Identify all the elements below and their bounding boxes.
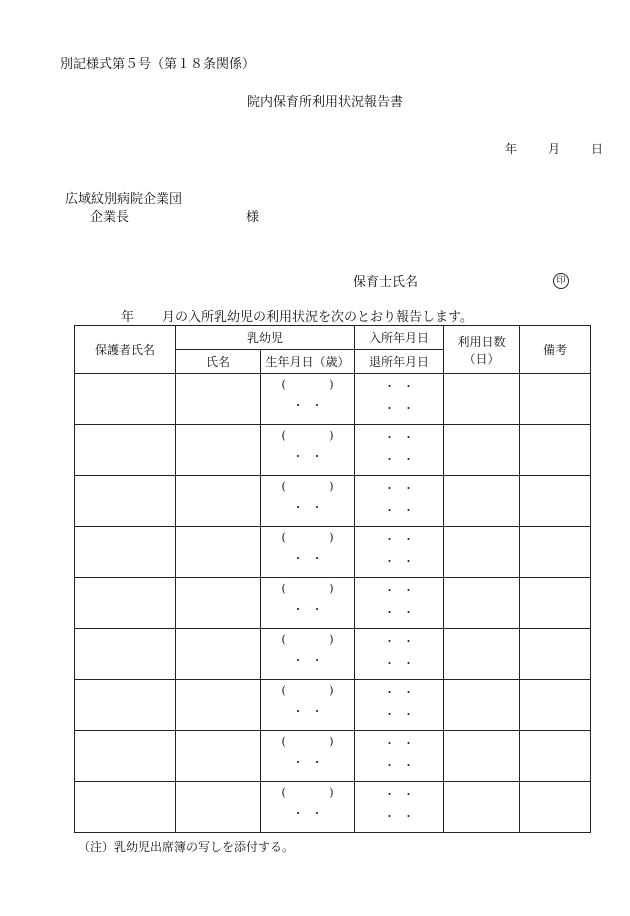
cell-admit-leave-date[interactable] xyxy=(355,629,444,680)
date-dot: ・ xyxy=(403,453,415,466)
table-row xyxy=(75,731,591,782)
date-dot: ・ xyxy=(403,584,415,597)
date-dot: ・ xyxy=(311,399,323,412)
cell-usage-days[interactable] xyxy=(444,476,520,527)
date-dot: ・ xyxy=(311,756,323,769)
date-dot: ・ xyxy=(384,402,396,415)
date-dot: ・ xyxy=(403,810,415,823)
paren-open: ( xyxy=(281,480,286,493)
cell-usage-days[interactable] xyxy=(444,629,520,680)
date-dot: ・ xyxy=(403,482,415,495)
addressee-title: 企業長 xyxy=(90,210,130,225)
paren-close: ) xyxy=(329,786,334,799)
date-dot: ・ xyxy=(384,380,396,393)
cell-remarks[interactable] xyxy=(520,629,591,680)
table-row xyxy=(75,476,591,527)
intro-text: 月の入所乳幼児の利用状況を次のとおり報告します。 xyxy=(162,310,473,325)
date-dot: ・ xyxy=(403,402,415,415)
date-dot: ・ xyxy=(384,533,396,546)
cell-usage-days[interactable] xyxy=(444,425,520,476)
cell-infant-name[interactable] xyxy=(176,374,261,425)
cell-usage-days[interactable] xyxy=(444,680,520,731)
date-dot: ・ xyxy=(403,555,415,568)
date-dot: ・ xyxy=(384,606,396,619)
date-dot: ・ xyxy=(292,756,304,769)
paren-open: ( xyxy=(281,633,286,646)
cell-birth-date[interactable] xyxy=(261,680,355,731)
date-dot: ・ xyxy=(292,705,304,718)
header-admission-date: 入所年月日 xyxy=(355,326,444,350)
cell-guardian-name[interactable] xyxy=(75,578,176,629)
table-row xyxy=(75,374,591,425)
date-dot: ・ xyxy=(384,482,396,495)
table-row xyxy=(75,782,591,833)
paren-close: ) xyxy=(329,378,334,391)
addressee-organization: 広域紋別病院企業団 xyxy=(65,192,183,207)
date-dot: ・ xyxy=(384,635,396,648)
cell-infant-name[interactable] xyxy=(176,680,261,731)
cell-remarks[interactable] xyxy=(520,374,591,425)
cell-guardian-name[interactable] xyxy=(75,680,176,731)
date-dot: ・ xyxy=(311,654,323,667)
cell-birth-date[interactable] xyxy=(261,578,355,629)
header-infant: 乳幼児 xyxy=(176,326,355,350)
cell-admit-leave-date[interactable] xyxy=(355,374,444,425)
cell-admit-leave-date[interactable] xyxy=(355,425,444,476)
table-row xyxy=(75,527,591,578)
cell-infant-name[interactable] xyxy=(176,629,261,680)
cell-guardian-name[interactable] xyxy=(75,374,176,425)
header-usage-days-line2: （日） xyxy=(463,351,500,366)
paren-close: ) xyxy=(329,633,334,646)
cell-guardian-name[interactable] xyxy=(75,782,176,833)
date-day-label: 日 xyxy=(591,142,604,156)
date-dot: ・ xyxy=(384,584,396,597)
date-dot: ・ xyxy=(292,603,304,616)
paren-close: ) xyxy=(329,735,334,748)
usage-report-table xyxy=(74,325,591,833)
paren-open: ( xyxy=(281,735,286,748)
date-dot: ・ xyxy=(403,737,415,750)
date-dot: ・ xyxy=(403,504,415,517)
paren-close: ) xyxy=(329,531,334,544)
intro-year: 年 xyxy=(121,310,135,325)
cell-remarks[interactable] xyxy=(520,476,591,527)
cell-usage-days[interactable] xyxy=(444,731,520,782)
cell-birth-date[interactable] xyxy=(261,425,355,476)
date-dot: ・ xyxy=(292,399,304,412)
date-dot: ・ xyxy=(403,759,415,772)
cell-infant-name[interactable] xyxy=(176,578,261,629)
cell-guardian-name[interactable] xyxy=(75,731,176,782)
cell-admit-leave-date[interactable] xyxy=(355,476,444,527)
date-dot: ・ xyxy=(311,450,323,463)
date-dot: ・ xyxy=(292,654,304,667)
document-title: 院内保育所利用状況報告書 xyxy=(247,95,404,110)
date-dot: ・ xyxy=(403,431,415,444)
date-dot: ・ xyxy=(384,686,396,699)
table-row xyxy=(75,578,591,629)
footnote: （注）乳幼児出席簿の写しを添付する。 xyxy=(78,840,295,854)
cell-infant-name[interactable] xyxy=(176,527,261,578)
table-row xyxy=(75,629,591,680)
paren-open: ( xyxy=(281,786,286,799)
date-dot: ・ xyxy=(292,450,304,463)
date-dot: ・ xyxy=(311,552,323,565)
date-dot: ・ xyxy=(384,759,396,772)
cell-infant-name[interactable] xyxy=(176,731,261,782)
paren-close: ) xyxy=(329,684,334,697)
header-guardian-name: 保護者氏名 xyxy=(75,326,176,374)
cell-birth-date[interactable] xyxy=(261,527,355,578)
date-dot: ・ xyxy=(403,635,415,648)
cell-birth-date[interactable] xyxy=(261,476,355,527)
cell-admit-leave-date[interactable] xyxy=(355,680,444,731)
date-dot: ・ xyxy=(292,501,304,514)
date-dot: ・ xyxy=(403,708,415,721)
cell-admit-leave-date[interactable] xyxy=(355,731,444,782)
cell-guardian-name[interactable] xyxy=(75,425,176,476)
cell-admit-leave-date[interactable] xyxy=(355,578,444,629)
cell-usage-days[interactable] xyxy=(444,782,520,833)
nursery-teacher-name-label: 保育士氏名 xyxy=(353,275,419,290)
date-dot: ・ xyxy=(384,737,396,750)
date-dot: ・ xyxy=(403,606,415,619)
header-usage-days-line1: 利用日数 xyxy=(457,334,506,349)
date-dot: ・ xyxy=(384,708,396,721)
addressee-honorific: 様 xyxy=(246,210,260,225)
cell-usage-days[interactable] xyxy=(444,578,520,629)
cell-birth-date[interactable] xyxy=(261,731,355,782)
date-dot: ・ xyxy=(292,807,304,820)
date-dot: ・ xyxy=(311,603,323,616)
cell-remarks[interactable] xyxy=(520,527,591,578)
date-dot: ・ xyxy=(403,657,415,670)
cell-usage-days[interactable] xyxy=(444,374,520,425)
date-dot: ・ xyxy=(311,705,323,718)
paren-open: ( xyxy=(281,429,286,442)
date-dot: ・ xyxy=(311,501,323,514)
paren-close: ) xyxy=(329,429,334,442)
date-dot: ・ xyxy=(384,788,396,801)
date-dot: ・ xyxy=(384,504,396,517)
cell-guardian-name[interactable] xyxy=(75,629,176,680)
date-dot: ・ xyxy=(384,657,396,670)
header-birth-date: 生年月日（歳） xyxy=(261,350,355,374)
header-remarks: 備考 xyxy=(520,326,591,374)
seal-mark: 印 xyxy=(553,273,569,289)
date-dot: ・ xyxy=(292,552,304,565)
cell-infant-name[interactable] xyxy=(176,476,261,527)
form-number: 別記様式第５号（第１８条関係） xyxy=(60,57,256,72)
date-dot: ・ xyxy=(384,555,396,568)
cell-remarks[interactable] xyxy=(520,425,591,476)
paren-open: ( xyxy=(281,684,286,697)
paren-close: ) xyxy=(329,480,334,493)
date-dot: ・ xyxy=(384,453,396,466)
cell-remarks[interactable] xyxy=(520,731,591,782)
cell-infant-name[interactable] xyxy=(176,425,261,476)
paren-close: ) xyxy=(329,582,334,595)
paren-open: ( xyxy=(281,582,286,595)
date-month-label: 月 xyxy=(548,142,561,156)
cell-usage-days[interactable] xyxy=(444,527,520,578)
header-leave-date: 退所年月日 xyxy=(355,350,444,374)
date-dot: ・ xyxy=(384,810,396,823)
cell-guardian-name[interactable] xyxy=(75,476,176,527)
date-dot: ・ xyxy=(403,380,415,393)
cell-birth-date[interactable] xyxy=(261,374,355,425)
date-dot: ・ xyxy=(384,431,396,444)
date-dot: ・ xyxy=(311,807,323,820)
table-row xyxy=(75,680,591,731)
table-body xyxy=(75,374,591,833)
date-dot: ・ xyxy=(403,788,415,801)
table-row xyxy=(75,425,591,476)
cell-admit-leave-date[interactable] xyxy=(355,782,444,833)
date-year-label: 年 xyxy=(505,142,518,156)
date-dot: ・ xyxy=(403,533,415,546)
paren-open: ( xyxy=(281,531,286,544)
header-usage-days xyxy=(444,326,520,374)
paren-open: ( xyxy=(281,378,286,391)
cell-infant-name[interactable] xyxy=(176,782,261,833)
cell-remarks[interactable] xyxy=(520,680,591,731)
header-infant-name: 氏名 xyxy=(176,350,261,374)
cell-admit-leave-date[interactable] xyxy=(355,527,444,578)
cell-remarks[interactable] xyxy=(520,782,591,833)
date-dot: ・ xyxy=(403,686,415,699)
cell-birth-date[interactable] xyxy=(261,782,355,833)
cell-guardian-name[interactable] xyxy=(75,527,176,578)
cell-remarks[interactable] xyxy=(520,578,591,629)
cell-birth-date[interactable] xyxy=(261,629,355,680)
